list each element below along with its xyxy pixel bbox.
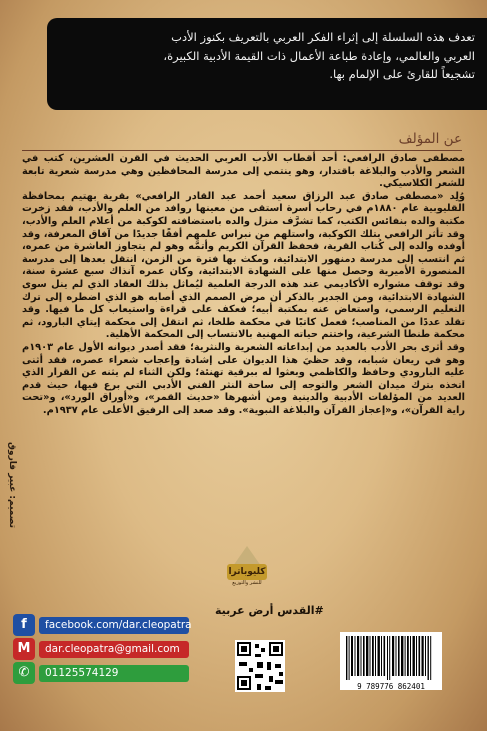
qr-code[interactable] bbox=[235, 640, 285, 692]
designer-credit-text: تصميم: عبير فاروق bbox=[7, 441, 17, 529]
publisher-slogan: #القدس أرض عربية bbox=[215, 604, 324, 617]
isbn-number: 9 789776 862401 bbox=[357, 682, 425, 691]
contact-gmail[interactable] bbox=[13, 638, 183, 660]
series-description-box bbox=[47, 18, 487, 110]
about-author-title: عن المؤلف bbox=[398, 131, 462, 147]
contact-text[interactable]: 01125574129 bbox=[39, 665, 189, 682]
logo-wordmark: كليوباترا bbox=[227, 564, 267, 580]
contact-facebook[interactable] bbox=[13, 614, 192, 636]
logo-subtext: للنشر والتوزيع bbox=[232, 580, 262, 586]
series-description-line: تشجيعاً للقارئ على الإلمام بها. bbox=[329, 67, 475, 81]
series-description-line: العربي والعالمي، وإعادة طباعة الأعمال ذات القيمة الأدبية الكبيرة، bbox=[163, 48, 475, 63]
facebook-icon: f bbox=[13, 614, 35, 636]
pyramid-icon bbox=[233, 546, 261, 566]
publisher-logo bbox=[227, 546, 267, 594]
whatsapp-icon: ✆ bbox=[13, 662, 35, 684]
designer-credit bbox=[7, 430, 17, 540]
author-biography bbox=[22, 153, 465, 417]
contact-whatsapp[interactable] bbox=[13, 662, 183, 684]
barcode-icon bbox=[340, 632, 442, 682]
bio-paragraph: وُلِد «مصطفى صادق عبد الرزاق سعيد أحمد عبد القادر الرافعي» بقرية بهتيم بمحافظة القليوبية عام ١٨٨٠م في رحاب أسرة استقى من معينها روافد من العلم والأدب، فقد زخرت مكتبة والده بنفائس الكتب، كما تشرَّف منزل والده باستضافته لكوكبة من أعلام العلم والأدب، وقد تأثر الرافعي بتلك الكوكبة، واستلهم من نبراس علمهم أفقًا جديدًا من آفاق المعرفة، وقد أوفده والده إلى كُتاب القرية، فحفظ القرآن الكريم وأتمَّه وهو لم يتجاوز العاشرة من عمره، ثم انتسب إلى مدرسة دمنهور الابتدائية، ومكث بها فترة من الزمن، انتقل بعدها إلى مدرسة المنصورة الأميرية وحصل منها على الشهادة الابتدائية، وكان عمره آنذاك سبع عشرة سنة، وقد توقف مشواره الأكاديمي عند هذه الدرجة العلمية ليُماثل بذلك العقاد الذي لم ينل سوى الشهادة الابتدائية، ومن الجدير بالذكر أن مرض الصمم الذي أصابه هو الذي اضطره إلى ترك التعليم الرسمي، واستعاض عنه بمكتبة أبيه؛ فعكف على قراءة واستيعاب كل ما فيها. وقد تقلد عددًا من المناصب؛ فعمل كاتبًا في محكمة طلخا، ثم انتقل إلى محكمة إيتاي البارود، ثم محكمة طنطا الشرعية، واختتم حياته المهنية بالانتساب إلى المحكمة الأهلية. bbox=[22, 190, 465, 341]
title-divider bbox=[22, 150, 462, 151]
bio-paragraph: مصطفى صادق الرافعي: أحد أقطاب الأدب العربي الحديث في القرن العشرين، كتب في الشعر والأدب والبلاغة باقتدار، وهو ينتمي إلى مدرسة المحافظين وهي مدرسة شعرية تابعة للشعر الكلاسيكي. bbox=[22, 153, 465, 190]
qr-code-icon bbox=[235, 640, 285, 692]
contact-text[interactable]: facebook.com/dar.cleopatra bbox=[39, 617, 189, 634]
contact-text[interactable]: dar.cleopatra@gmail.com bbox=[39, 641, 189, 658]
series-description-line: تعدف هذه السلسلة إلى إثراء الفكر العربي بالتعريف بكنوز الأدب bbox=[171, 30, 475, 44]
gmail-icon: M bbox=[13, 638, 35, 660]
bio-paragraph: وقد أثرى بحر الأدب بالعديد من إبداعاته الشعرية والنثرية؛ فقد أصدر ديوانه الأول عام ١٩٠٣م وهو في ريعان شبابه، وقد حظيَ هذا الديوان على إشادة وإعجاب شعراء عصره، فقد أثنى عليه البارودي وحافظ والكاظمي وبعثوا له ببرقية تهنئة؛ ولكن الثناء لم يثنه عن القرار الذي اتخذه بترك ميدان الشعر والتوجه إلى ساحة النثر الفني الأدبي التي برع فيها، حيث قدم العديد من المؤلفات الأدبية والدينية ومن أشهرها «حديث القمر»، و«أوراق الورد»، و«تحت راية القرآن»، و«إعجاز القرآن والبلاغة النبوية». وقد صعد إلى الرفيق الأعلى عام ١٩٣٧م. bbox=[22, 341, 465, 416]
